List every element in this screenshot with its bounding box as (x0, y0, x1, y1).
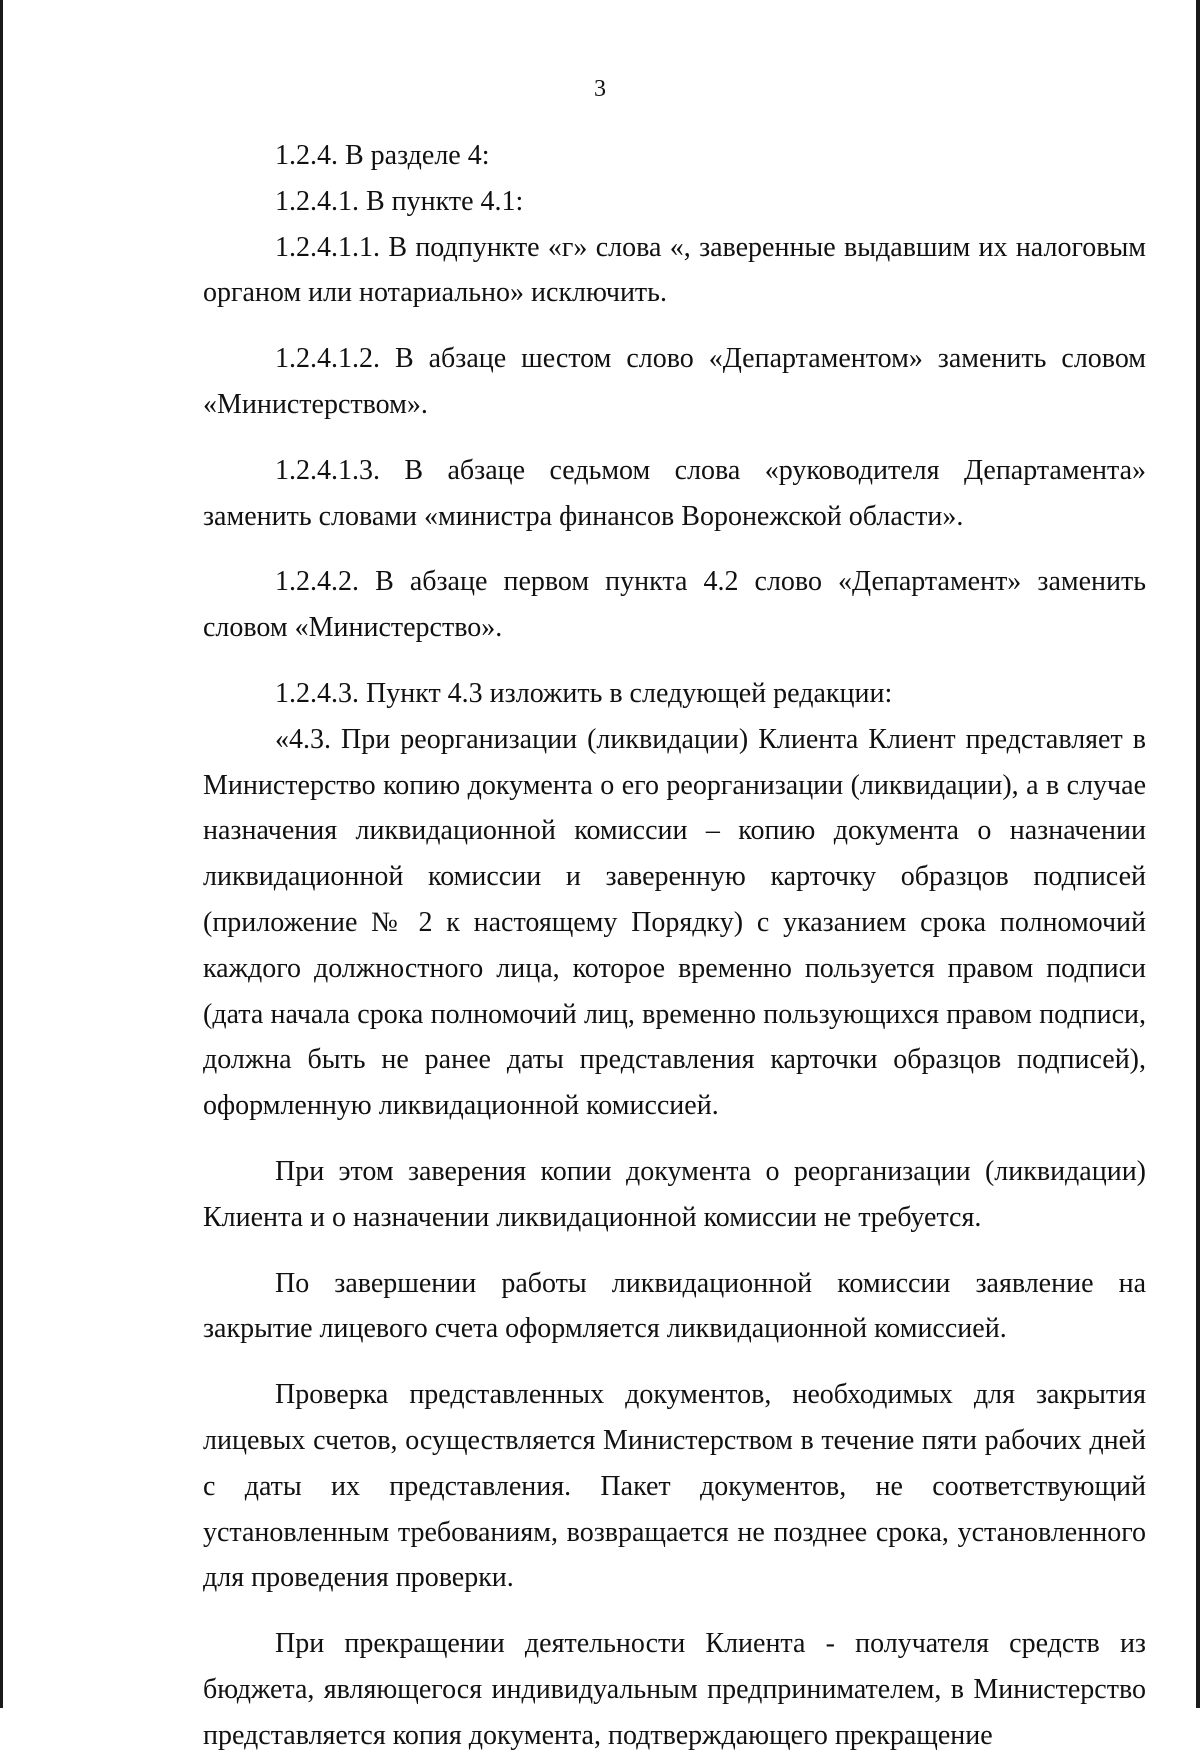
scan-border-left (0, 0, 3, 1708)
paragraph-1-2-4: 1.2.4. В разделе 4: (275, 140, 490, 171)
paragraph-1-2-4-1-3: 1.2.4.1.3. В абзаце седьмом слова «руководителя Департамента» заменить словами «министра финансов Воронежской области». (203, 454, 1146, 532)
paragraph-4-3: «4.3. При реорганизации (ликвидации) Клиента Клиент представляет в Министерство копию документа о его реорганизации (ликвидации), а в случае назначения ликвидационной комиссии – копию документа о назначении ликвидационной комиссии и заверенную карточку образцов подписей (приложение № 2 к настоящему Порядку) с указанием срока полномочий каждого должностного лица, которое временно пользуется правом подписи (дата начала срока полномочий лиц, временно пользующихся правом подписи, должна быть не ранее даты представления карточки образцов подписей), оформленную ликвидационной комиссией. (203, 723, 1146, 1122)
scan-border-right (1196, 0, 1200, 1708)
page-number: 3 (594, 76, 606, 102)
paragraph-1-2-4-1-1: 1.2.4.1.1. В подпункте «г» слова «, заверенные выдавшим их налоговым органом или нотариально» исключить. (203, 231, 1146, 309)
paragraph-1-2-4-1-2: 1.2.4.1.2. В абзаце шестом слово «Департаментом» заменить словом «Министерством». (203, 343, 1146, 420)
paragraph-document-check: Проверка представленных документов, необходимых для закрытия лицевых счетов, осуществляется Министерством в течение пяти рабочих дней с даты их представления. Пакет документов, не соответствующий установленным требованиям, возвращается не позднее срока, установленного для проведения проверки. (203, 1379, 1146, 1594)
paragraph-closure-application: По завершении работы ликвидационной комиссии заявление на закрытие лицевого счета оформляется ликвидационной комиссией. (203, 1267, 1146, 1345)
paragraph-1-2-4-3: 1.2.4.3. Пункт 4.3 изложить в следующей редакции: (275, 677, 893, 709)
paragraph-certification: При этом заверения копии документа о реорганизации (ликвидации) Клиента и о назначении ликвидационной комиссии не требуется. (203, 1155, 1146, 1233)
document-body (203, 133, 1146, 1759)
paragraph-1-2-4-2: 1.2.4.2. В абзаце первом пункта 4.2 слово «Департамент» заменить словом «Министерство». (203, 566, 1146, 644)
paragraph-termination: При прекращении деятельности Клиента - получателя средств из бюджета, являющегося индивидуальным предпринимателем, в Министерство представляется копия документа, подтверждающего прекращение (203, 1628, 1146, 1751)
paragraph-1-2-4-1: 1.2.4.1. В пункте 4.1: (275, 185, 524, 217)
